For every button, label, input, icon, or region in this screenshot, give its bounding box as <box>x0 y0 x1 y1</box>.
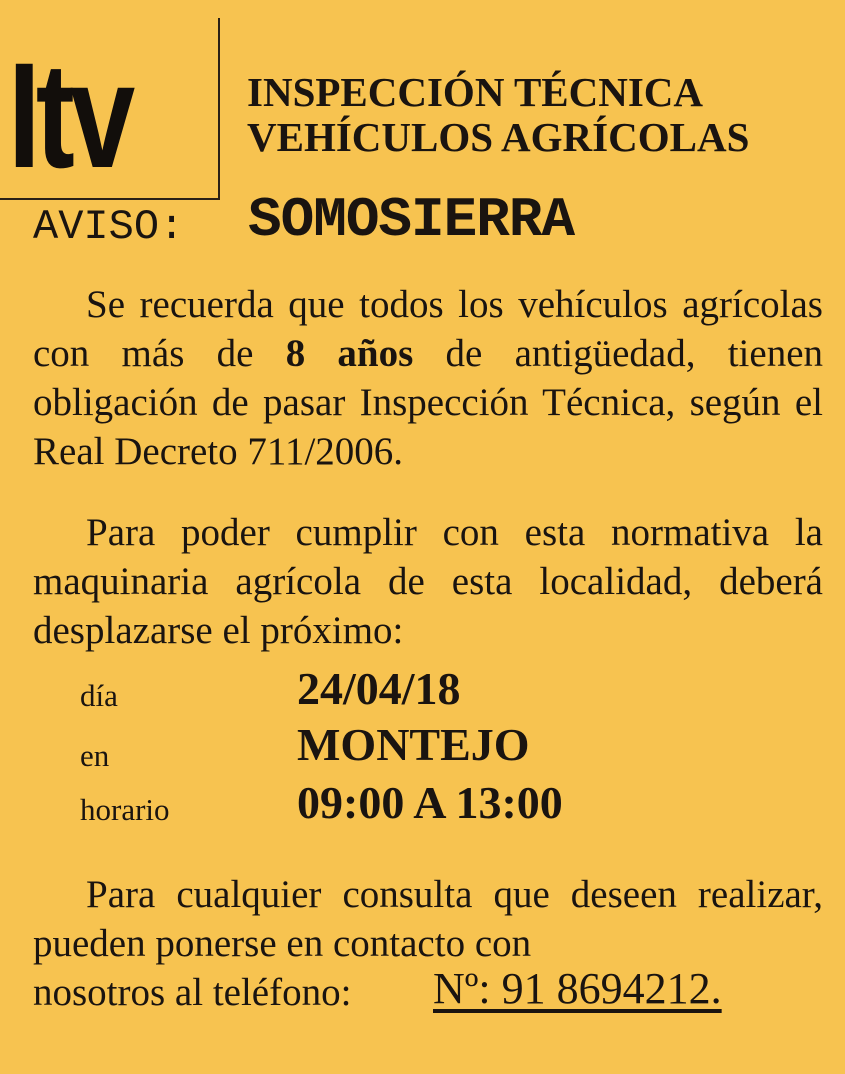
schedule-hours-label: horario <box>80 792 170 827</box>
phone-number: Nº: 91 8694212. <box>433 964 722 1013</box>
paragraph-reminder-before: Se recuerda que todos los vehículos agrícolas con más de <box>33 283 823 375</box>
schedule-hours-value: 09:00 A 13:00 <box>297 777 563 828</box>
paragraph-instructions: Para poder cumplir con esta normativa la maquinaria agrícola de esta localidad, deberá desplazarse el próximo: <box>33 511 823 652</box>
paragraph-reminder-highlight: 8 años <box>285 332 414 375</box>
itv-logo-box <box>0 18 220 200</box>
paragraph-reminder <box>33 280 823 476</box>
schedule-location-value: MONTEJO <box>297 719 530 770</box>
schedule-location-label: en <box>80 738 110 773</box>
paragraph-contact: Para cualquier consulta que deseen realizar, pueden ponerse en contacto con <box>33 873 823 965</box>
paragraph-reminder-after: de antigüedad, tienen obligación de pasar Inspección Técnica, según el Real Decreto 711/2006. <box>33 332 824 473</box>
header-title-line-2: VEHÍCULOS AGRÍCOLAS <box>247 114 750 160</box>
contact-prefix: nosotros al teléfono: <box>33 971 352 1014</box>
aviso-label: AVISO: <box>33 203 185 251</box>
itv-logo: Itv <box>8 31 131 199</box>
contact-row <box>33 964 722 1017</box>
aviso-place: SOMOSIERRA <box>248 188 575 252</box>
schedule-day-value: 24/04/18 <box>297 663 461 714</box>
schedule-day-label: día <box>80 678 118 713</box>
header-title-line-1: INSPECCIÓN TÉCNICA <box>247 69 704 115</box>
